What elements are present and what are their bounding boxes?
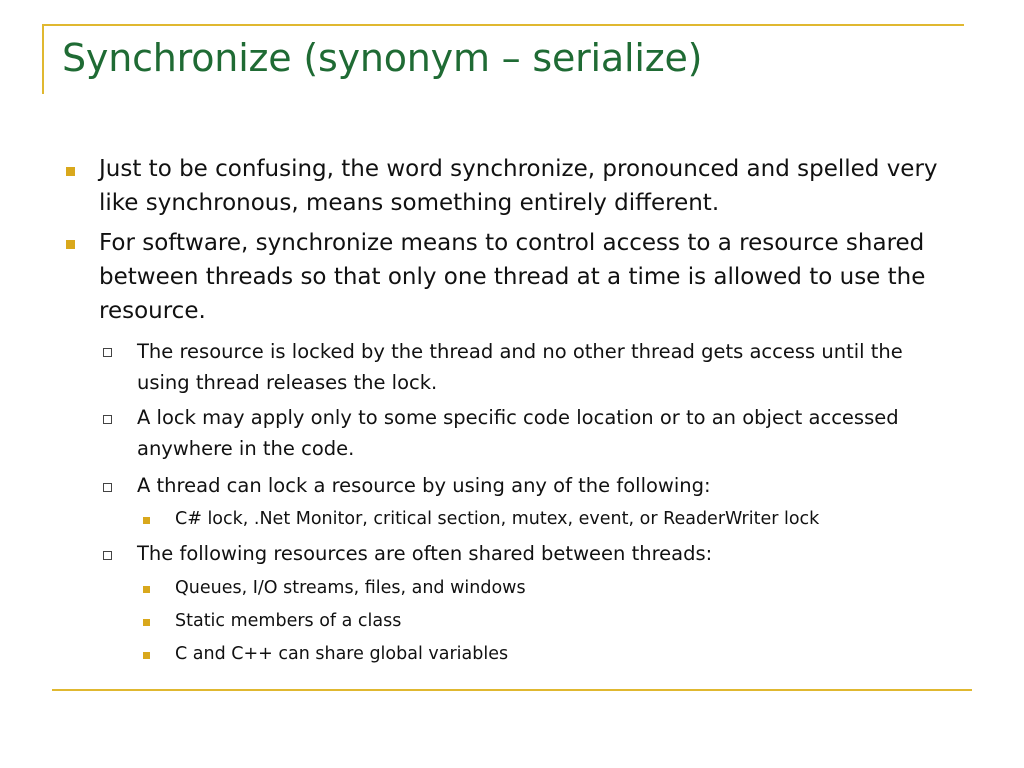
- bottom-rule: [52, 689, 972, 691]
- sub-sub-bullet-4-text: C and C++ can share global variables: [175, 644, 509, 664]
- small-square-bullet-icon: [143, 586, 150, 593]
- small-square-bullet-icon: [143, 619, 150, 626]
- sub-bullet-4-text: The following resources are often shared between threads:: [137, 542, 713, 565]
- top-rule: [42, 24, 964, 26]
- hollow-square-bullet-icon: [103, 348, 112, 357]
- sub-bullet-2-text: A lock may apply only to some specific code location or to an object accessed anywhere in the code.: [137, 406, 899, 460]
- slide-title: Synchronize (synonym – serialize): [62, 36, 703, 80]
- small-square-bullet-icon: [143, 517, 150, 524]
- sub-bullet-1-text: The resource is locked by the thread and no other thread gets access until the using thread releases the lock.: [137, 340, 903, 394]
- small-square-bullet-icon: [143, 652, 150, 659]
- sub-bullet-3-text: A thread can lock a resource by using any of the following:: [137, 474, 711, 497]
- bullet-square-icon: [66, 240, 75, 249]
- bullet-1-text: Just to be confusing, the word synchronize, pronounced and spelled very like synchronous, means something entirely different.: [99, 156, 938, 216]
- sub-sub-bullet-3-text: Static members of a class: [175, 611, 402, 631]
- hollow-square-bullet-icon: [103, 483, 112, 492]
- sub-sub-bullet-2-text: Queues, I/O streams, files, and windows: [175, 578, 526, 598]
- left-rule: [42, 24, 44, 94]
- bullet-2-text: For software, synchronize means to control access to a resource shared between threads so that only one thread at a time is allowed to use the resource.: [99, 230, 926, 324]
- hollow-square-bullet-icon: [103, 415, 112, 424]
- bullet-square-icon: [66, 167, 75, 176]
- hollow-square-bullet-icon: [103, 551, 112, 560]
- sub-sub-bullet-1-text: C# lock, .Net Monitor, critical section, mutex, event, or ReaderWriter lock: [175, 509, 820, 529]
